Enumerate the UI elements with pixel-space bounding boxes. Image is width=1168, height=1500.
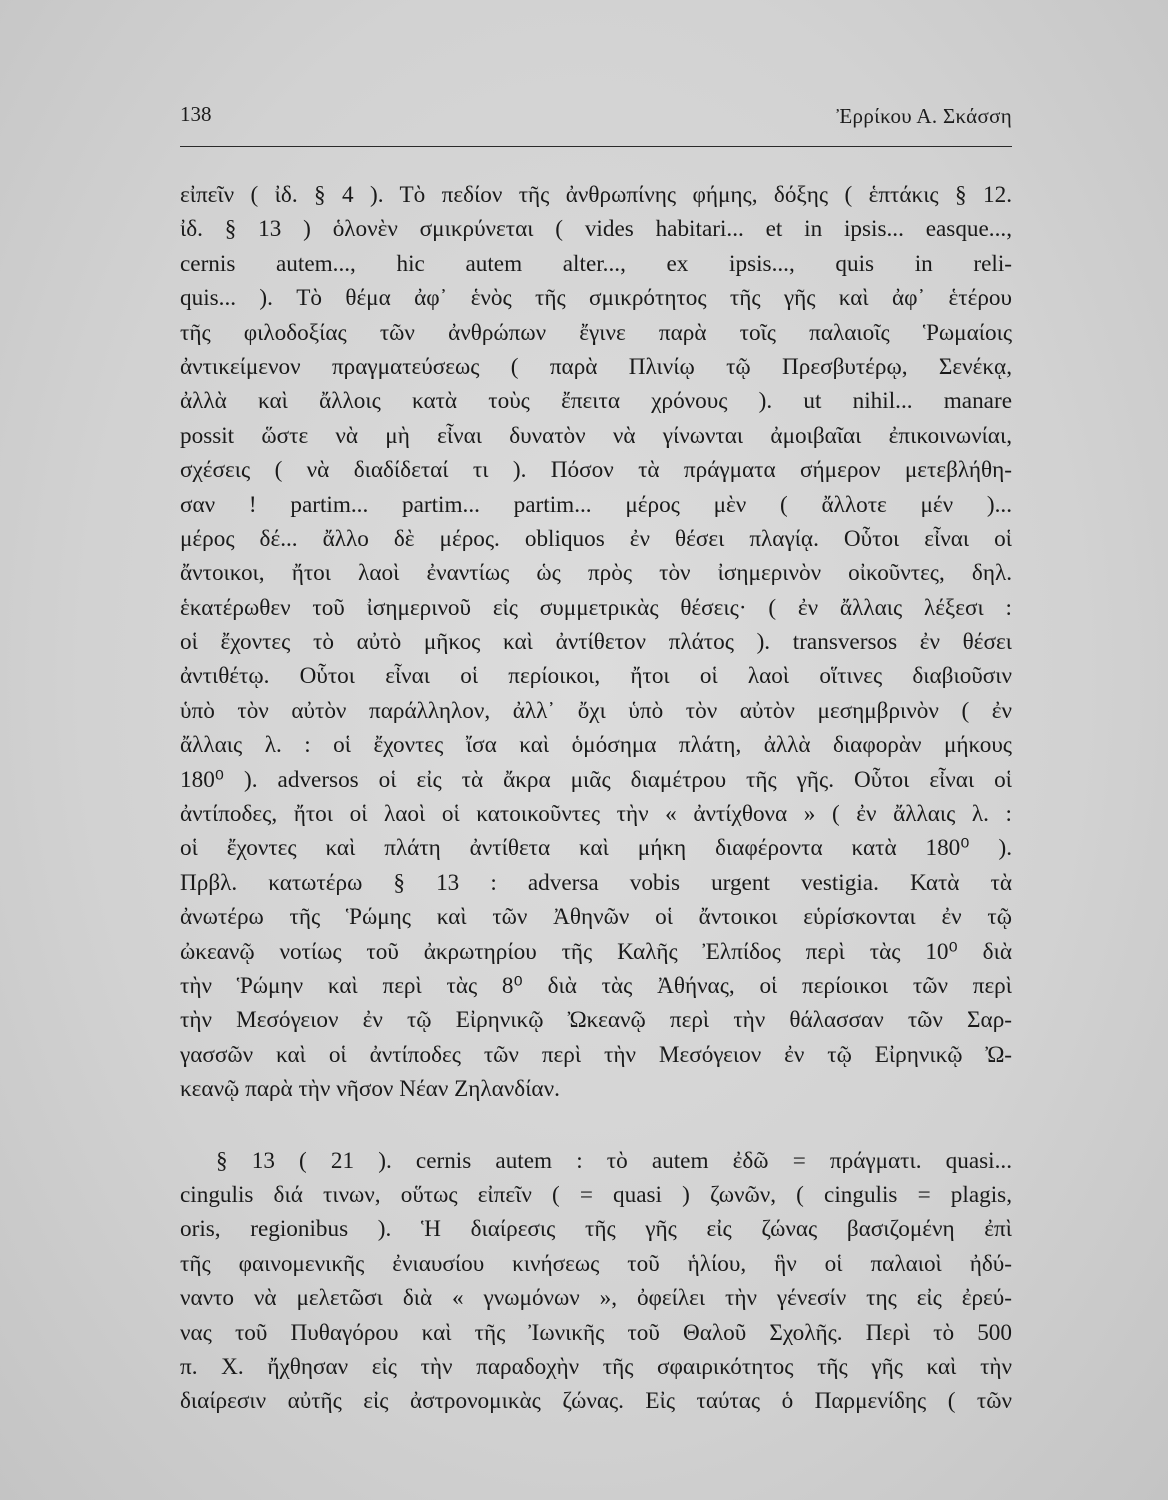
text-line: Πρβλ. κατωτέρω § 13 : adversa vobis urgent vestigia. Κατὰ τὰ (180, 869, 1012, 896)
text-line: νας τοῦ Πυθαγόρου καὶ τῆς Ἰωνικῆς τοῦ Θαλοῦ Σχολῆς. Περὶ τὸ 500 (180, 1319, 1012, 1346)
text-line: possit ὥστε νὰ μὴ εἶναι δυνατὸν νὰ γίνωνται ἀμοιβαῖαι ἐπικοινωνίαι, (180, 422, 1012, 449)
text-line: τὴν Ῥώμην καὶ περὶ τὰς 8⁰ διὰ τὰς Ἀθήνας, οἱ περίοικοι τῶν περὶ (180, 972, 1012, 999)
text-line: 180⁰ ). adversos οἱ εἰς τὰ ἄκρα μιᾶς διαμέτρου τῆς γῆς. Οὗτοι εἶναι οἱ (180, 766, 1012, 793)
text-line: τῆς φαινομενικῆς ἐνιαυσίου κινήσεως τοῦ ἡλίου, ἣν οἱ παλαιοὶ ἠδύ- (180, 1250, 1012, 1277)
text-line: ἄλλαις λ. : οἱ ἔχοντες ἴσα καὶ ὁμόσημα πλάτη, ἀλλὰ διαφορὰν μήκους (180, 732, 1012, 759)
text-line: ἀλλὰ καὶ ἄλλοις κατὰ τοὺς ἔπειτα χρόνους ). ut nihil... manare (180, 388, 1012, 415)
paragraph-1 (180, 178, 1012, 1107)
text-line: σχέσεις ( νὰ διαδίδεταί τι ). Πόσον τὰ πράγματα σήμερον μετεβλήθη- (180, 457, 1012, 484)
text-line: τὴν Μεσόγειον ἐν τῷ Εἰρηνικῷ Ὠκεανῷ περὶ τὴν θάλασσαν τῶν Σαρ- (180, 1007, 1012, 1034)
text-line: ἀντιθέτῳ. Οὗτοι εἶναι οἱ περίοικοι, ἤτοι οἱ λαοὶ οἵτινες διαβιοῦσιν (180, 663, 1012, 690)
text-line: cernis autem..., hic autem alter..., ex ipsis..., quis in reli- (180, 250, 1012, 277)
running-head: Ἐρρίκου Α. Σκάσση (836, 104, 1012, 128)
page-header (180, 98, 1012, 147)
text-line: oris, regionibus ). Ἡ διαίρεσις τῆς γῆς εἰς ζώνας βασιζομένη ἐπὶ (180, 1216, 1012, 1243)
text-line: μέρος δέ... ἄλλο δὲ μέρος. obliquos ἐν θέσει πλαγίᾳ. Οὗτοι εἶναι οἱ (180, 525, 1012, 552)
text-line: quis... ). Τὸ θέμα ἀφ᾽ ἑνὸς τῆς σμικρότητος τῆς γῆς καὶ ἀφ᾽ ἑτέρου (180, 285, 1012, 312)
text-line: εἰπεῖν ( ἰδ. § 4 ). Τὸ πεδίον τῆς ἀνθρωπίνης φήμης, δόξης ( ἑπτάκις § 12. (180, 182, 1012, 208)
text-line: ἀντίποδες, ἤτοι οἱ λαοὶ οἱ κατοικοῦντες τὴν « ἀντίχθονα » ( ἐν ἄλλαις λ. : (180, 801, 1012, 828)
text-line: γασσῶν καὶ οἱ ἀντίποδες τῶν περὶ τὴν Μεσόγειον ἐν τῷ Εἰρηνικῷ Ὠ- (180, 1041, 1012, 1068)
text-line: ἀντικείμενον πραγματεύσεως ( παρὰ Πλινίῳ τῷ Πρεσβυτέρῳ, Σενέκᾳ, (180, 353, 1012, 380)
text-line: ὠκεανῷ νοτίως τοῦ ἀκρωτηρίου τῆς Καλῆς Ἐλπίδος περὶ τὰς 10⁰ διὰ (180, 938, 1012, 965)
text-line: ἑκατέρωθεν τοῦ ἰσημερινοῦ εἰς συμμετρικὰς θέσεις· ( ἐν ἄλλαις λέξεσι : (180, 594, 1012, 621)
text-line: cingulis διά τινων, οὕτως εἰπεῖν ( = quasi ) ζωνῶν, ( cingulis = plagis, (180, 1181, 1012, 1208)
text-line: σαν ! partim... partim... partim... μέρος μὲν ( ἄλλοτε μέν )... (180, 491, 1012, 518)
text-line: τῆς φιλοδοξίας τῶν ἀνθρώπων ἔγινε παρὰ τοῖς παλαιοῖς Ῥωμαίοις (180, 319, 1012, 346)
text-line: ναντο νὰ μελετῶσι διὰ « γνωμόνων », ὀφείλει τὴν γένεσίν της εἰς ἐρεύ- (180, 1285, 1012, 1312)
text-line: ἰδ. § 13 ) ὁλονὲν σμικρύνεται ( vides habitari... et in ipsis... easque..., (180, 216, 1012, 243)
text-line: § 13 ( 21 ). cernis autem : τὸ autem ἐδῶ = πράγματι. quasi... (216, 1147, 1012, 1174)
text-body (180, 178, 1012, 1419)
text-line: διαίρεσιν αὐτῆς εἰς ἀστρονομικὰς ζώνας. Εἰς ταύτας ὁ Παρμενίδης ( τῶν (180, 1388, 1012, 1415)
text-line: ἀνωτέρω τῆς Ῥώμης καὶ τῶν Ἀθηνῶν οἱ ἄντοικοι εὑρίσκονται ἐν τῷ (180, 904, 1012, 931)
text-line: οἱ ἔχοντες καὶ πλάτη ἀντίθετα καὶ μήκη διαφέροντα κατὰ 180⁰ ). (180, 835, 1012, 862)
text-line: οἱ ἔχοντες τὸ αὐτὸ μῆκος καὶ ἀντίθετον πλάτος ). transversos ἐν θέσει (180, 629, 1012, 656)
text-line: π. Χ. ἤχθησαν εἰς τὴν παραδοχὴν τῆς σφαιρικότητος τῆς γῆς καὶ τὴν (180, 1353, 1012, 1380)
paragraph-gap (180, 1107, 1012, 1144)
paragraph-2 (180, 1144, 1012, 1419)
text-line: κεανῷ παρὰ τὴν νῆσον Νέαν Ζηλανδίαν. (180, 1076, 560, 1103)
text-line: ὑπὸ τὸν αὐτὸν παράλληλον, ἀλλ᾽ ὄχι ὑπὸ τὸν αὐτὸν μεσημβρινὸν ( ἐν (180, 697, 1012, 724)
text-line: ἄντοικοι, ἤτοι λαοὶ ἐναντίως ὡς πρὸς τὸν ἰσημερινὸν οἰκοῦντες, δηλ. (180, 560, 1012, 587)
page-number: 138 (180, 102, 212, 126)
